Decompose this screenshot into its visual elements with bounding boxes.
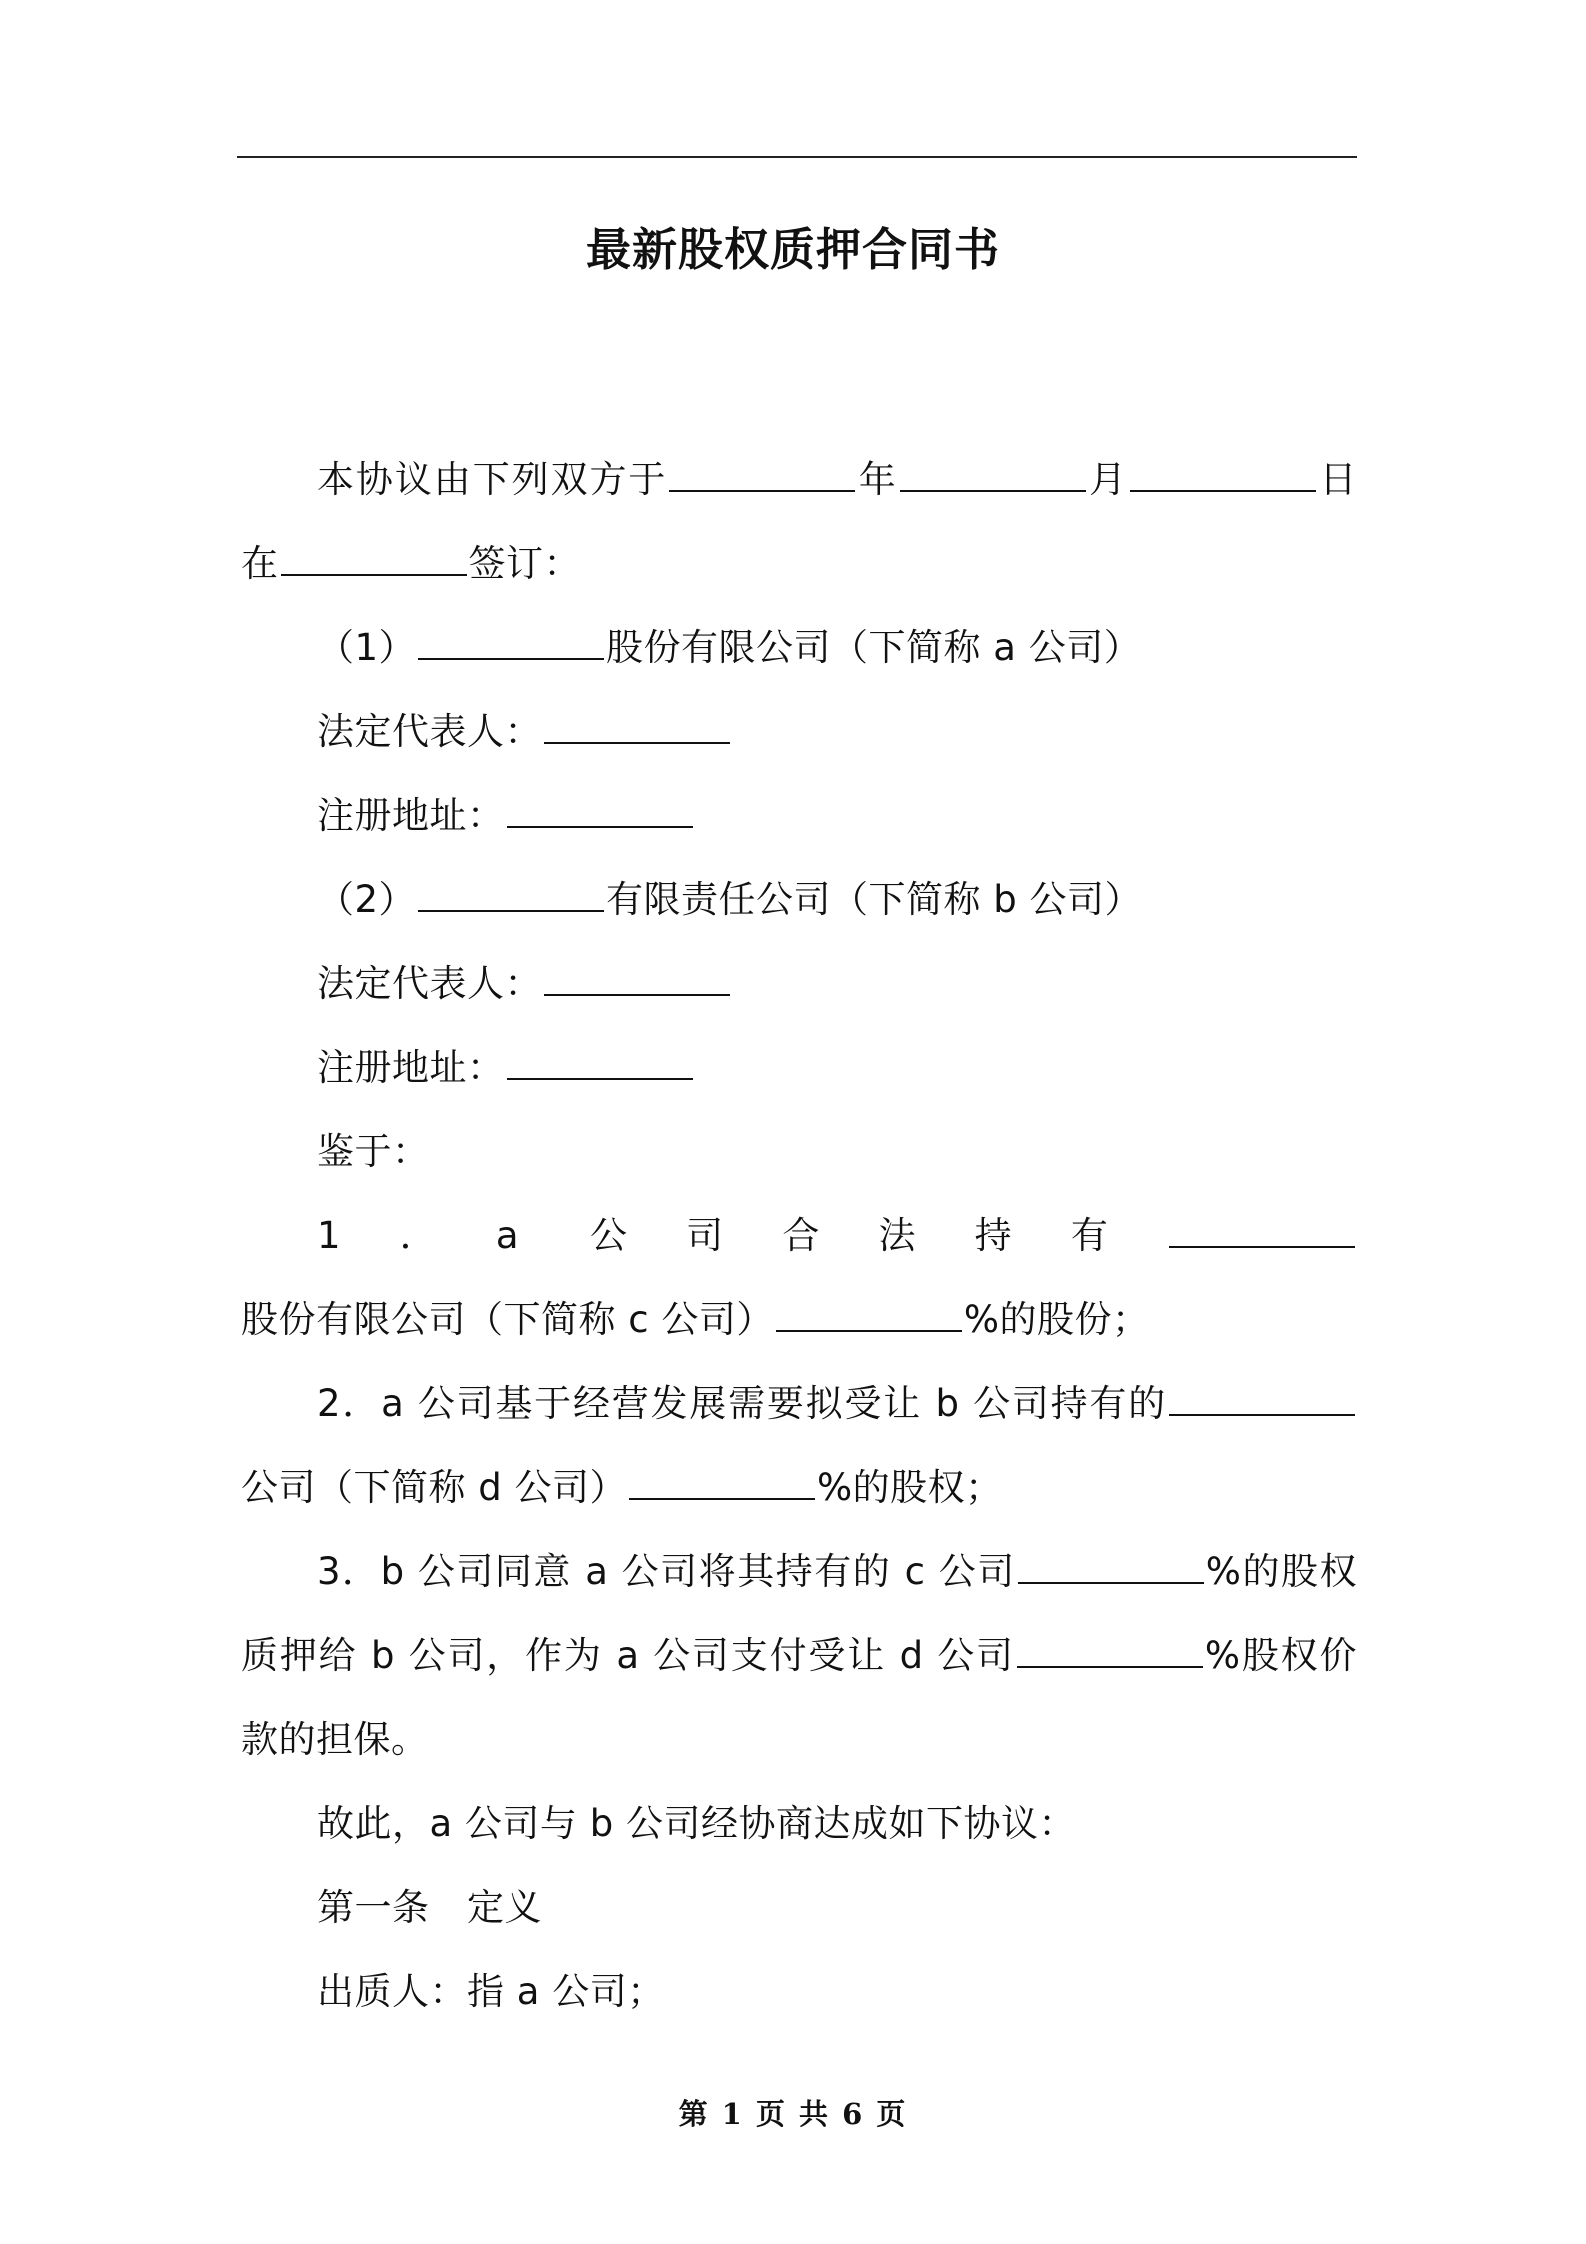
paragraph-text: %的股份； bbox=[963, 1298, 1150, 1341]
header-rule bbox=[237, 156, 1357, 158]
fill-in-blank bbox=[418, 625, 604, 660]
paragraph-text: 月 bbox=[1087, 458, 1129, 501]
paragraph-text: 股份有限公司（下简称 a 公司） bbox=[606, 626, 1142, 669]
paragraph-text: 出质人：指 a 公司； bbox=[317, 1970, 665, 2013]
document-body bbox=[241, 438, 1357, 2034]
page-number-footer: 第 1 页 共 6 页 bbox=[678, 2097, 908, 2131]
paragraph-text: （1） bbox=[317, 626, 417, 669]
paragraph-text: 本协议由下列双方于 bbox=[317, 458, 668, 501]
paragraph bbox=[241, 438, 1357, 606]
paragraph bbox=[241, 1194, 1357, 1362]
fill-in-blank bbox=[629, 1465, 815, 1500]
paragraph-text: %股权价款的担保。 bbox=[241, 1634, 1357, 1761]
paragraph-text: 故此，a 公司与 b 公司经协商达成如下协议： bbox=[317, 1802, 1076, 1845]
paragraph bbox=[241, 690, 1357, 774]
fill-in-blank bbox=[669, 457, 855, 492]
paragraph-text: 3．b 公司同意 a 公司将其持有的 c 公司 bbox=[317, 1550, 1016, 1593]
paragraph bbox=[241, 1782, 1357, 1866]
fill-in-blank bbox=[776, 1297, 962, 1332]
fill-in-blank bbox=[1017, 1633, 1203, 1668]
paragraph-text: 第一条 定义 bbox=[317, 1886, 542, 1929]
paragraph-text: 注册地址： bbox=[317, 794, 505, 837]
paragraph bbox=[241, 1110, 1357, 1194]
paragraph bbox=[241, 1950, 1357, 2034]
paragraph bbox=[241, 606, 1357, 690]
fill-in-blank bbox=[1018, 1549, 1204, 1584]
fill-in-blank bbox=[1130, 457, 1316, 492]
fill-in-blank bbox=[507, 793, 693, 828]
paragraph bbox=[241, 1026, 1357, 1110]
paragraph bbox=[241, 858, 1357, 942]
document-title: 最新股权质押合同书 bbox=[585, 223, 1000, 276]
paragraph-text: 签订： bbox=[468, 542, 581, 585]
paragraph-text: 1．a 公司合法持有 bbox=[317, 1214, 1167, 1257]
paragraph-text: 有限责任公司（下简称 b 公司） bbox=[606, 878, 1143, 921]
paragraph-text: 日在 bbox=[241, 458, 1358, 585]
paragraph-text: 年 bbox=[857, 458, 898, 501]
fill-in-blank bbox=[1169, 1213, 1355, 1248]
fill-in-blank bbox=[1169, 1381, 1355, 1416]
paragraph bbox=[241, 1362, 1357, 1530]
fill-in-blank bbox=[544, 709, 730, 744]
paragraph-text: 注册地址： bbox=[317, 1046, 505, 1089]
paragraph-text: 公司（下简称 d 公司） bbox=[241, 1466, 628, 1509]
fill-in-blank bbox=[900, 457, 1086, 492]
fill-in-blank bbox=[544, 961, 730, 996]
paragraph-text: %的股权； bbox=[817, 1466, 1003, 1509]
paragraph-text: 法定代表人： bbox=[317, 710, 542, 753]
paragraph-text: 鉴于： bbox=[317, 1130, 430, 1173]
fill-in-blank bbox=[507, 1045, 693, 1080]
paragraph bbox=[241, 1866, 1357, 1950]
paragraph bbox=[241, 1530, 1357, 1782]
paragraph-text: （2） bbox=[317, 878, 417, 921]
paragraph bbox=[241, 942, 1357, 1026]
paragraph-text: 股份有限公司（下简称 c 公司） bbox=[241, 1298, 774, 1341]
fill-in-blank bbox=[281, 541, 467, 576]
paragraph-text: %的股权质押给 b 公司，作为 a 公司支付受让 d 公司 bbox=[241, 1550, 1357, 1677]
paragraph bbox=[241, 774, 1357, 858]
paragraph-text: 2．a 公司基于经营发展需要拟受让 b 公司持有的 bbox=[317, 1382, 1167, 1425]
paragraph-text: 法定代表人： bbox=[317, 962, 542, 1005]
fill-in-blank bbox=[418, 877, 604, 912]
